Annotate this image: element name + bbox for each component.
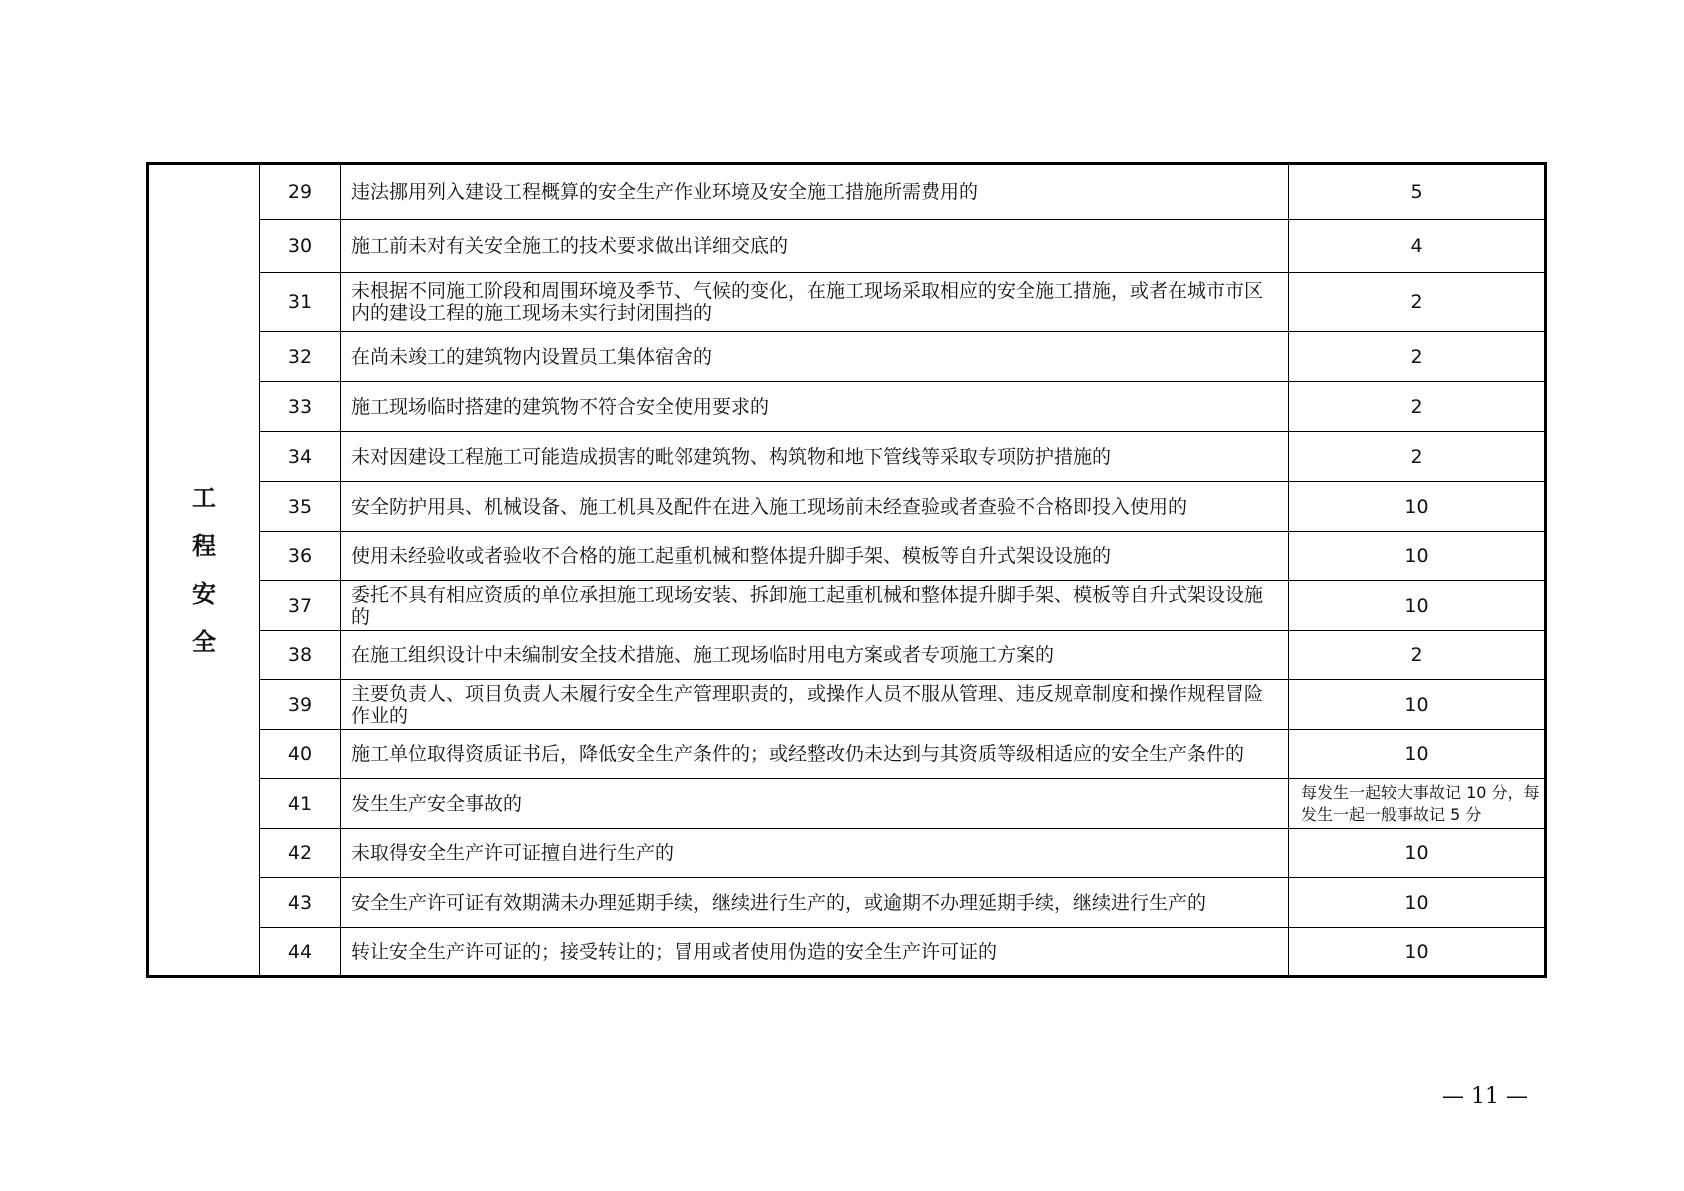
row-number: 40 bbox=[260, 730, 341, 779]
row-description: 违法挪用列入建设工程概算的安全生产作业环境及安全施工措施所需费用的 bbox=[341, 164, 1289, 220]
row-score: 2 bbox=[1289, 432, 1546, 482]
row-number: 39 bbox=[260, 680, 341, 730]
violation-score-table bbox=[146, 162, 1547, 978]
row-description: 未对因建设工程施工可能造成损害的毗邻建筑物、构筑物和地下管线等采取专项防护措施的 bbox=[341, 432, 1289, 482]
page-number: — 11 — bbox=[1442, 1084, 1528, 1109]
category-cell bbox=[148, 164, 260, 977]
table-row bbox=[148, 680, 1546, 730]
row-score: 10 bbox=[1289, 928, 1546, 977]
row-score: 2 bbox=[1289, 273, 1546, 332]
row-number: 36 bbox=[260, 532, 341, 581]
row-score: 2 bbox=[1289, 382, 1546, 432]
row-number: 44 bbox=[260, 928, 341, 977]
row-description: 在施工组织设计中未编制安全技术措施、施工现场临时用电方案或者专项施工方案的 bbox=[341, 631, 1289, 680]
row-number: 31 bbox=[260, 273, 341, 332]
row-description: 安全防护用具、机械设备、施工机具及配件在进入施工现场前未经查验或者查验不合格即投入使用的 bbox=[341, 482, 1289, 532]
table-row bbox=[148, 532, 1546, 581]
row-number: 32 bbox=[260, 332, 341, 382]
row-score: 10 bbox=[1289, 482, 1546, 532]
row-description: 在尚未竣工的建筑物内设置员工集体宿舍的 bbox=[341, 332, 1289, 382]
row-score: 5 bbox=[1289, 164, 1546, 220]
row-number: 42 bbox=[260, 829, 341, 878]
row-description: 未根据不同施工阶段和周围环境及季节、气候的变化，在施工现场采取相应的安全施工措施，或者在城市市区内的建设工程的施工现场未实行封闭围挡的 bbox=[341, 273, 1289, 332]
table-row bbox=[148, 631, 1546, 680]
table-row bbox=[148, 581, 1546, 631]
row-description: 施工前未对有关安全施工的技术要求做出详细交底的 bbox=[341, 220, 1289, 273]
score-table-container bbox=[146, 162, 1547, 978]
row-number: 34 bbox=[260, 432, 341, 482]
row-number: 30 bbox=[260, 220, 341, 273]
row-score: 10 bbox=[1289, 680, 1546, 730]
row-number: 41 bbox=[260, 779, 341, 829]
row-score: 4 bbox=[1289, 220, 1546, 273]
row-description: 施工单位取得资质证书后，降低安全生产条件的；或经整改仍未达到与其资质等级相适应的安全生产条件的 bbox=[341, 730, 1289, 779]
row-description: 转让安全生产许可证的；接受转让的；冒用或者使用伪造的安全生产许可证的 bbox=[341, 928, 1289, 977]
table-row bbox=[148, 730, 1546, 779]
row-score: 2 bbox=[1289, 631, 1546, 680]
table-row bbox=[148, 829, 1546, 878]
table-row bbox=[148, 220, 1546, 273]
row-score: 10 bbox=[1289, 532, 1546, 581]
row-score: 10 bbox=[1289, 878, 1546, 928]
table-row bbox=[148, 878, 1546, 928]
table-row bbox=[148, 482, 1546, 532]
row-description: 安全生产许可证有效期满未办理延期手续，继续进行生产的，或逾期不办理延期手续，继续进行生产的 bbox=[341, 878, 1289, 928]
table-row bbox=[148, 928, 1546, 977]
row-number: 35 bbox=[260, 482, 341, 532]
row-number: 38 bbox=[260, 631, 341, 680]
row-number: 33 bbox=[260, 382, 341, 432]
row-score: 10 bbox=[1289, 730, 1546, 779]
table-row bbox=[148, 273, 1546, 332]
category-label: 工 程 安 全 bbox=[192, 484, 216, 656]
row-number: 29 bbox=[260, 164, 341, 220]
row-number: 43 bbox=[260, 878, 341, 928]
table-row bbox=[148, 432, 1546, 482]
row-score: 每发生一起较大事故记 10 分，每发生一起一般事故记 5 分 bbox=[1289, 779, 1546, 829]
table-row bbox=[148, 382, 1546, 432]
table-row bbox=[148, 164, 1546, 220]
row-score: 10 bbox=[1289, 581, 1546, 631]
row-score: 10 bbox=[1289, 829, 1546, 878]
table-row bbox=[148, 332, 1546, 382]
table-row bbox=[148, 779, 1546, 829]
row-description: 发生生产安全事故的 bbox=[341, 779, 1289, 829]
row-description: 施工现场临时搭建的建筑物不符合安全使用要求的 bbox=[341, 382, 1289, 432]
row-description: 委托不具有相应资质的单位承担施工现场安装、拆卸施工起重机械和整体提升脚手架、模板等自升式架设设施的 bbox=[341, 581, 1289, 631]
row-description: 主要负责人、项目负责人未履行安全生产管理职责的，或操作人员不服从管理、违反规章制度和操作规程冒险作业的 bbox=[341, 680, 1289, 730]
row-description: 使用未经验收或者验收不合格的施工起重机械和整体提升脚手架、模板等自升式架设设施的 bbox=[341, 532, 1289, 581]
row-number: 37 bbox=[260, 581, 341, 631]
row-score: 2 bbox=[1289, 332, 1546, 382]
row-description: 未取得安全生产许可证擅自进行生产的 bbox=[341, 829, 1289, 878]
